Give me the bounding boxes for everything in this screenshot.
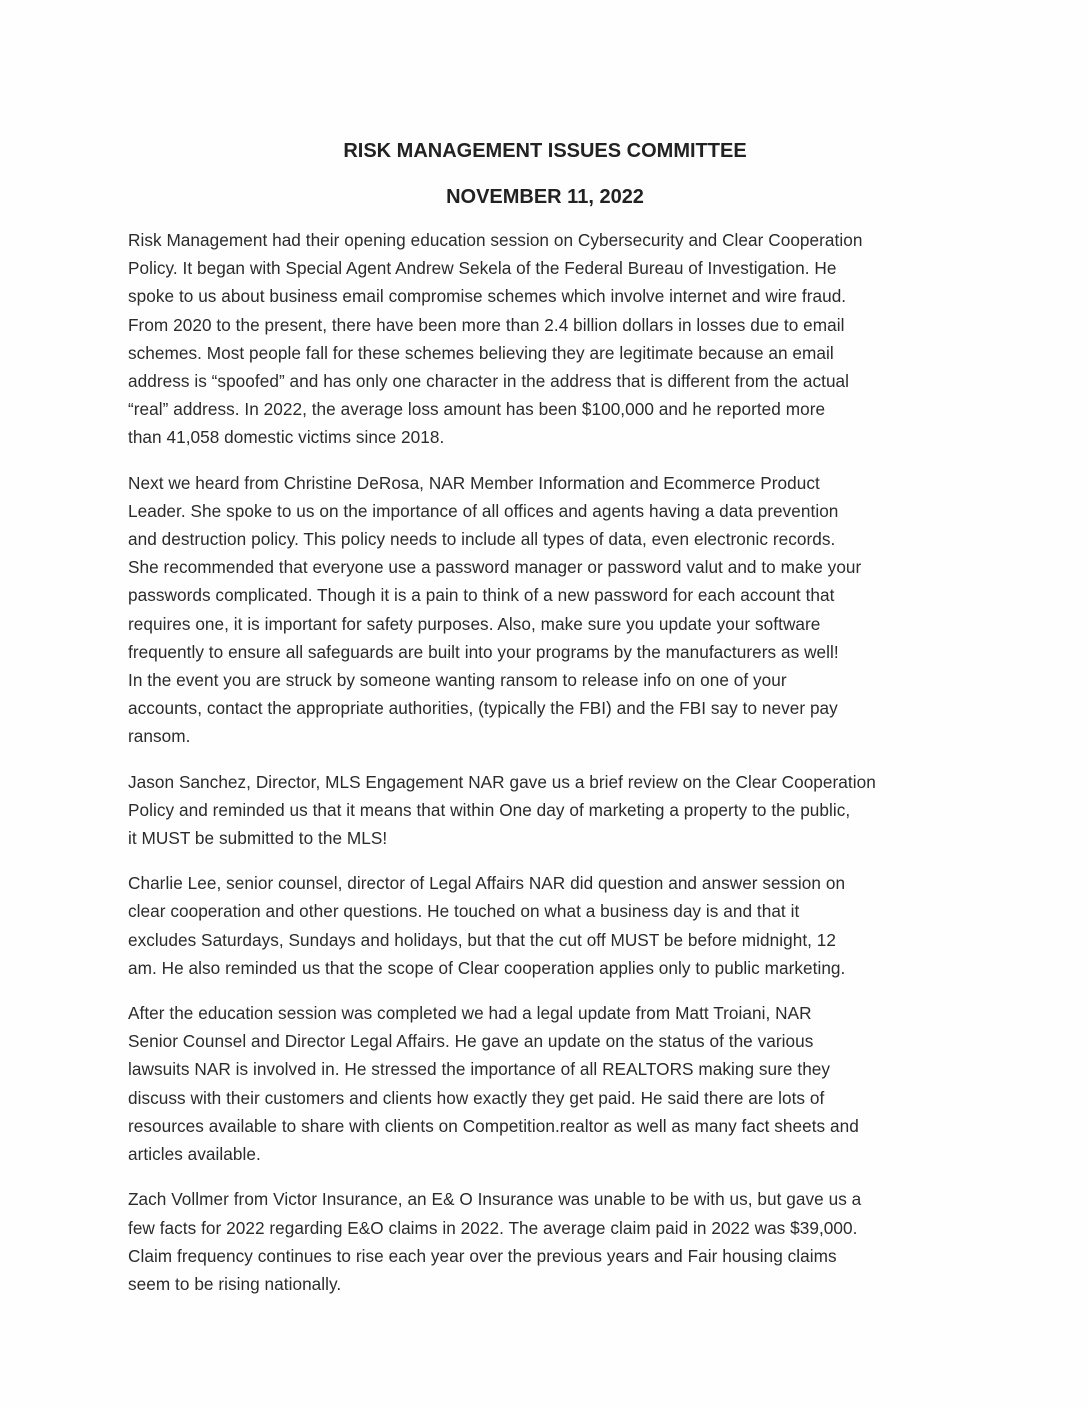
paragraph-line: few facts for 2022 regarding E&O claims in 2022. The average claim paid in 2022 was $39,000. [128,1217,858,1238]
paragraph-line: Next we heard from Christine DeRosa, NAR Member Information and Ecommerce Product [128,472,820,493]
paragraph-line: seem to be rising nationally. [128,1273,342,1294]
paragraph-line: schemes. Most people fall for these schemes believing they are legitimate because an email [128,342,834,363]
paragraph-line: Policy and reminded us that it means that within One day of marketing a property to the public, [128,799,851,820]
paragraph-line: discuss with their customers and clients how exactly they get paid. He said there are lots of [128,1087,825,1108]
paragraph-line: spoke to us about business email compromise schemes which involve internet and wire fraud. [128,286,847,307]
paragraph-line: “real” address. In 2022, the average loss amount has been $100,000 and he reported more [128,399,826,420]
paragraph-line: ransom. [128,726,191,747]
paragraph-line: Jason Sanchez, Director, MLS Engagement NAR gave us a brief review on the Clear Cooperation [128,771,876,792]
paragraph-line: In the event you are struck by someone wanting ransom to release info on one of your [128,670,787,691]
paragraph-line: accounts, contact the appropriate authorities, (typically the FBI) and the FBI say to never pay [128,698,838,719]
paragraph-line: frequently to ensure all safeguards are built into your programs by the manufacturers as well! [128,641,839,662]
paragraph-line: Leader. She spoke to us on the importance of all offices and agents having a data prevention [128,500,839,521]
paragraph-line: Charlie Lee, senior counsel, director of Legal Affairs NAR did question and answer session on [128,873,846,894]
paragraph-line: Policy. It began with Special Agent Andrew Sekela of the Federal Bureau of Investigation. He [128,258,837,279]
document-title: RISK MANAGEMENT ISSUES COMMITTEE [343,140,747,162]
paragraph-line: am. He also reminded us that the scope of Clear cooperation applies only to public marketing. [128,957,846,978]
paragraph [128,226,962,452]
paragraph [128,869,962,982]
paragraph-line: lawsuits NAR is involved in. He stressed the importance of all REALTORS making sure they [128,1059,831,1080]
paragraph-line: Risk Management had their opening education session on Cybersecurity and Clear Cooperation [128,230,863,250]
paragraph-line: and destruction policy. This policy needs to include all types of data, even electronic records. [128,529,836,550]
paragraph-line: From 2020 to the present, there have been more than 2.4 billion dollars in losses due to email [128,314,845,335]
paragraph-line: clear cooperation and other questions. He touched on what a business day is and that it [128,901,800,922]
paragraph-line: than 41,058 domestic victims since 2018. [128,427,445,448]
paragraph [128,469,962,751]
paragraph-line: address is “spoofed” and has only one character in the address that is different from the actual [128,371,850,392]
document-date: NOVEMBER 11, 2022 [446,186,644,208]
paragraph-line: passwords complicated. Though it is a pain to think of a new password for each account that [128,585,835,606]
paragraph-line: Senior Counsel and Director Legal Affairs. He gave an update on the status of the various [128,1031,814,1052]
paragraph-line: After the education session was completed we had a legal update from Matt Troiani, NAR [128,1003,812,1024]
paragraph [128,768,962,853]
paragraph-line: She recommended that everyone use a password manager or password valut and to make your [128,557,862,578]
paragraph-line: articles available. [128,1144,261,1165]
paragraph-line: excludes Saturdays, Sundays and holidays, but that the cut off MUST be before midnight, 12 [128,929,837,950]
paragraph-list [128,226,962,1298]
paragraph-line: Claim frequency continues to rise each year over the previous years and Fair housing claims [128,1245,837,1266]
paragraph-line: it MUST be submitted to the MLS! [128,828,388,849]
paragraph-line: requires one, it is important for safety purposes. Also, make sure you update your software [128,613,821,634]
paragraph [128,1185,962,1298]
paragraph-line: resources available to share with clients on Competition.realtor as well as many fact sheets and [128,1115,859,1136]
paragraph-line: Zach Vollmer from Victor Insurance, an E& O Insurance was unable to be with us, but gave us a [128,1189,862,1210]
paragraph [128,999,962,1168]
document-body [128,138,962,1315]
